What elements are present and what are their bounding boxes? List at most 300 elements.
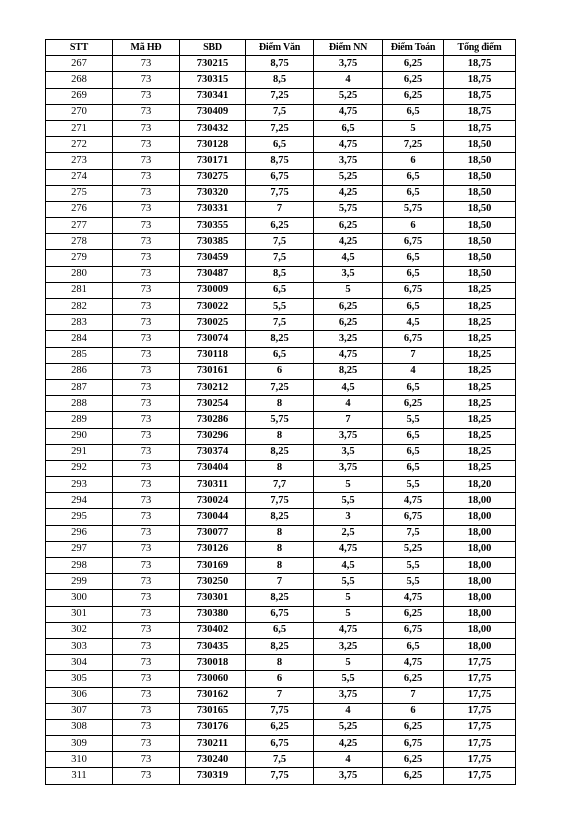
tong-diem-cell: 18,00 — [444, 525, 516, 541]
ma-hd-cell: 73 — [113, 218, 180, 234]
stt-cell: 302 — [46, 622, 113, 638]
diem-toan-cell: 6,75 — [383, 736, 444, 752]
ma-hd-cell: 73 — [113, 428, 180, 444]
stt-cell: 285 — [46, 347, 113, 363]
diem-nn-cell: 4,5 — [314, 250, 383, 266]
ma-hd-cell: 73 — [113, 622, 180, 638]
stt-cell: 292 — [46, 460, 113, 476]
stt-cell: 291 — [46, 444, 113, 460]
sbd-cell: 730275 — [180, 169, 246, 185]
sbd-cell: 730211 — [180, 736, 246, 752]
sbd-cell: 730296 — [180, 428, 246, 444]
tong-diem-cell: 18,50 — [444, 137, 516, 153]
tong-diem-cell: 17,75 — [444, 752, 516, 768]
table-row — [46, 153, 516, 169]
sbd-cell: 730301 — [180, 590, 246, 606]
diem-toan-cell: 5 — [383, 120, 444, 136]
tong-diem-cell: 18,25 — [444, 460, 516, 476]
diem-van-cell: 7,25 — [246, 379, 314, 395]
diem-van-cell: 7,5 — [246, 104, 314, 120]
diem-van-cell: 5,5 — [246, 299, 314, 315]
tong-diem-cell: 17,75 — [444, 671, 516, 687]
sbd-cell: 730250 — [180, 574, 246, 590]
ma-hd-cell: 73 — [113, 185, 180, 201]
sbd-cell: 730409 — [180, 104, 246, 120]
table-row — [46, 687, 516, 703]
diem-nn-cell: 3,25 — [314, 331, 383, 347]
diem-toan-cell: 6,5 — [383, 444, 444, 460]
diem-toan-cell: 6,5 — [383, 104, 444, 120]
ma-hd-cell: 73 — [113, 655, 180, 671]
stt-cell: 293 — [46, 477, 113, 493]
tong-diem-cell: 18,25 — [444, 396, 516, 412]
sbd-cell: 730459 — [180, 250, 246, 266]
sbd-cell: 730254 — [180, 396, 246, 412]
diem-toan-cell: 7,5 — [383, 525, 444, 541]
table-row — [46, 104, 516, 120]
ma-hd-cell: 73 — [113, 347, 180, 363]
ma-hd-cell: 73 — [113, 299, 180, 315]
table-body — [46, 56, 516, 784]
diem-van-cell: 7,5 — [246, 315, 314, 331]
ma-hd-cell: 73 — [113, 752, 180, 768]
diem-van-cell: 8,75 — [246, 56, 314, 72]
diem-nn-cell: 5 — [314, 606, 383, 622]
tong-diem-cell: 18,25 — [444, 282, 516, 298]
diem-nn-cell: 3,5 — [314, 266, 383, 282]
diem-nn-cell: 6,25 — [314, 218, 383, 234]
diem-nn-cell: 3,75 — [314, 687, 383, 703]
diem-nn-cell: 7 — [314, 412, 383, 428]
diem-toan-cell: 5,5 — [383, 574, 444, 590]
stt-cell: 308 — [46, 719, 113, 735]
diem-van-cell: 8,25 — [246, 509, 314, 525]
table-row — [46, 299, 516, 315]
sbd-cell: 730435 — [180, 638, 246, 654]
table-row — [46, 282, 516, 298]
stt-cell: 296 — [46, 525, 113, 541]
stt-cell: 282 — [46, 299, 113, 315]
diem-toan-cell: 6,5 — [383, 428, 444, 444]
table-row — [46, 768, 516, 784]
stt-cell: 271 — [46, 120, 113, 136]
table-row — [46, 477, 516, 493]
tong-diem-cell: 17,75 — [444, 703, 516, 719]
header-stt: STT — [46, 40, 113, 56]
diem-toan-cell: 6,25 — [383, 88, 444, 104]
diem-toan-cell: 6,5 — [383, 250, 444, 266]
diem-toan-cell: 6,5 — [383, 379, 444, 395]
sbd-cell: 730044 — [180, 509, 246, 525]
ma-hd-cell: 73 — [113, 250, 180, 266]
sbd-cell: 730240 — [180, 752, 246, 768]
diem-van-cell: 7,75 — [246, 768, 314, 784]
diem-van-cell: 7,7 — [246, 477, 314, 493]
diem-van-cell: 8 — [246, 428, 314, 444]
table-row — [46, 541, 516, 557]
table-row — [46, 347, 516, 363]
ma-hd-cell: 73 — [113, 56, 180, 72]
table-row — [46, 218, 516, 234]
ma-hd-cell: 73 — [113, 768, 180, 784]
diem-van-cell: 6,25 — [246, 218, 314, 234]
diem-toan-cell: 6,75 — [383, 234, 444, 250]
stt-cell: 310 — [46, 752, 113, 768]
diem-toan-cell: 6,75 — [383, 509, 444, 525]
table-row — [46, 363, 516, 379]
sbd-cell: 730025 — [180, 315, 246, 331]
diem-van-cell: 6,5 — [246, 282, 314, 298]
tong-diem-cell: 18,50 — [444, 169, 516, 185]
table-row — [46, 120, 516, 136]
table-row — [46, 234, 516, 250]
tong-diem-cell: 18,50 — [444, 153, 516, 169]
diem-toan-cell: 6 — [383, 218, 444, 234]
diem-van-cell: 8,25 — [246, 638, 314, 654]
diem-van-cell: 6,25 — [246, 719, 314, 735]
sbd-cell: 730315 — [180, 72, 246, 88]
sbd-cell: 730432 — [180, 120, 246, 136]
tong-diem-cell: 17,75 — [444, 719, 516, 735]
diem-nn-cell: 5,5 — [314, 574, 383, 590]
tong-diem-cell: 18,00 — [444, 558, 516, 574]
diem-nn-cell: 4,25 — [314, 234, 383, 250]
diem-nn-cell: 5,5 — [314, 671, 383, 687]
table-row — [46, 671, 516, 687]
table-row — [46, 638, 516, 654]
diem-toan-cell: 6,25 — [383, 606, 444, 622]
ma-hd-cell: 73 — [113, 460, 180, 476]
diem-van-cell: 7,75 — [246, 703, 314, 719]
sbd-cell: 730385 — [180, 234, 246, 250]
stt-cell: 279 — [46, 250, 113, 266]
table-row — [46, 460, 516, 476]
tong-diem-cell: 18,75 — [444, 104, 516, 120]
ma-hd-cell: 73 — [113, 558, 180, 574]
diem-van-cell: 6,5 — [246, 347, 314, 363]
diem-toan-cell: 6,25 — [383, 752, 444, 768]
diem-nn-cell: 3,25 — [314, 638, 383, 654]
diem-nn-cell: 3,75 — [314, 460, 383, 476]
diem-van-cell: 6,5 — [246, 622, 314, 638]
sbd-cell: 730341 — [180, 88, 246, 104]
diem-nn-cell: 5,25 — [314, 169, 383, 185]
table-row — [46, 201, 516, 217]
stt-cell: 295 — [46, 509, 113, 525]
diem-toan-cell: 4,75 — [383, 655, 444, 671]
diem-toan-cell: 6,75 — [383, 622, 444, 638]
diem-van-cell: 8,5 — [246, 266, 314, 282]
tong-diem-cell: 18,50 — [444, 250, 516, 266]
diem-van-cell: 8,25 — [246, 444, 314, 460]
diem-van-cell: 6,75 — [246, 736, 314, 752]
diem-van-cell: 7,75 — [246, 185, 314, 201]
diem-nn-cell: 3,75 — [314, 56, 383, 72]
table-row — [46, 736, 516, 752]
diem-van-cell: 6 — [246, 671, 314, 687]
stt-cell: 297 — [46, 541, 113, 557]
diem-van-cell: 7,25 — [246, 88, 314, 104]
diem-toan-cell: 6,5 — [383, 299, 444, 315]
table-row — [46, 558, 516, 574]
diem-van-cell: 6,5 — [246, 137, 314, 153]
header-diem-toan: Điểm Toán — [383, 40, 444, 56]
table-row — [46, 590, 516, 606]
ma-hd-cell: 73 — [113, 525, 180, 541]
stt-cell: 294 — [46, 493, 113, 509]
table-row — [46, 606, 516, 622]
sbd-cell: 730355 — [180, 218, 246, 234]
diem-toan-cell: 6,25 — [383, 396, 444, 412]
sbd-cell: 730331 — [180, 201, 246, 217]
tong-diem-cell: 18,25 — [444, 444, 516, 460]
table-row — [46, 169, 516, 185]
tong-diem-cell: 17,75 — [444, 768, 516, 784]
tong-diem-cell: 18,75 — [444, 56, 516, 72]
diem-toan-cell: 4,75 — [383, 590, 444, 606]
table-row — [46, 703, 516, 719]
table-row — [46, 525, 516, 541]
tong-diem-cell: 18,00 — [444, 638, 516, 654]
diem-van-cell: 7 — [246, 574, 314, 590]
sbd-cell: 730077 — [180, 525, 246, 541]
tong-diem-cell: 17,75 — [444, 687, 516, 703]
diem-nn-cell: 6,25 — [314, 315, 383, 331]
tong-diem-cell: 18,00 — [444, 574, 516, 590]
table-row — [46, 428, 516, 444]
ma-hd-cell: 73 — [113, 331, 180, 347]
table-row — [46, 88, 516, 104]
table-row — [46, 56, 516, 72]
sbd-cell: 730074 — [180, 331, 246, 347]
stt-cell: 284 — [46, 331, 113, 347]
diem-nn-cell: 4,75 — [314, 541, 383, 557]
diem-toan-cell: 7,25 — [383, 137, 444, 153]
ma-hd-cell: 73 — [113, 541, 180, 557]
ma-hd-cell: 73 — [113, 671, 180, 687]
diem-nn-cell: 5 — [314, 477, 383, 493]
diem-toan-cell: 6,75 — [383, 282, 444, 298]
tong-diem-cell: 18,20 — [444, 477, 516, 493]
diem-nn-cell: 4,25 — [314, 185, 383, 201]
stt-cell: 277 — [46, 218, 113, 234]
diem-toan-cell: 6,5 — [383, 638, 444, 654]
ma-hd-cell: 73 — [113, 137, 180, 153]
table-row — [46, 444, 516, 460]
diem-van-cell: 7,5 — [246, 752, 314, 768]
diem-toan-cell: 7 — [383, 347, 444, 363]
ma-hd-cell: 73 — [113, 477, 180, 493]
table-row — [46, 137, 516, 153]
diem-nn-cell: 4,75 — [314, 622, 383, 638]
tong-diem-cell: 18,00 — [444, 590, 516, 606]
table-row — [46, 315, 516, 331]
diem-van-cell: 8,75 — [246, 153, 314, 169]
sbd-cell: 730286 — [180, 412, 246, 428]
diem-nn-cell: 6,25 — [314, 299, 383, 315]
stt-cell: 290 — [46, 428, 113, 444]
sbd-cell: 730161 — [180, 363, 246, 379]
table-row — [46, 493, 516, 509]
table-row — [46, 574, 516, 590]
diem-toan-cell: 5,5 — [383, 558, 444, 574]
diem-nn-cell: 4 — [314, 72, 383, 88]
stt-cell: 307 — [46, 703, 113, 719]
tong-diem-cell: 18,25 — [444, 363, 516, 379]
stt-cell: 276 — [46, 201, 113, 217]
tong-diem-cell: 18,00 — [444, 493, 516, 509]
table-header — [46, 40, 516, 56]
diem-nn-cell: 5,25 — [314, 719, 383, 735]
ma-hd-cell: 73 — [113, 379, 180, 395]
scores-table — [45, 39, 516, 785]
tong-diem-cell: 18,25 — [444, 315, 516, 331]
sbd-cell: 730320 — [180, 185, 246, 201]
tong-diem-cell: 18,25 — [444, 331, 516, 347]
diem-toan-cell: 5,25 — [383, 541, 444, 557]
table-row — [46, 655, 516, 671]
stt-cell: 272 — [46, 137, 113, 153]
diem-nn-cell: 5,5 — [314, 493, 383, 509]
table-row — [46, 331, 516, 347]
stt-cell: 278 — [46, 234, 113, 250]
header-sbd: SBD — [180, 40, 246, 56]
ma-hd-cell: 73 — [113, 72, 180, 88]
diem-toan-cell: 6,25 — [383, 56, 444, 72]
tong-diem-cell: 17,75 — [444, 655, 516, 671]
sbd-cell: 730487 — [180, 266, 246, 282]
diem-toan-cell: 6,25 — [383, 768, 444, 784]
table-row — [46, 185, 516, 201]
header-diem-nn: Điểm NN — [314, 40, 383, 56]
diem-nn-cell: 3,75 — [314, 768, 383, 784]
diem-van-cell: 6,75 — [246, 169, 314, 185]
diem-toan-cell: 6 — [383, 703, 444, 719]
diem-nn-cell: 4 — [314, 703, 383, 719]
diem-toan-cell: 6 — [383, 153, 444, 169]
sbd-cell: 730215 — [180, 56, 246, 72]
diem-toan-cell: 6,75 — [383, 331, 444, 347]
stt-cell: 269 — [46, 88, 113, 104]
diem-nn-cell: 3,75 — [314, 428, 383, 444]
diem-nn-cell: 5 — [314, 655, 383, 671]
stt-cell: 299 — [46, 574, 113, 590]
ma-hd-cell: 73 — [113, 234, 180, 250]
diem-van-cell: 6,75 — [246, 606, 314, 622]
sbd-cell: 730165 — [180, 703, 246, 719]
ma-hd-cell: 73 — [113, 201, 180, 217]
header-row — [46, 40, 516, 56]
tong-diem-cell: 18,00 — [444, 509, 516, 525]
diem-toan-cell: 6,5 — [383, 266, 444, 282]
ma-hd-cell: 73 — [113, 509, 180, 525]
diem-nn-cell: 2,5 — [314, 525, 383, 541]
ma-hd-cell: 73 — [113, 169, 180, 185]
tong-diem-cell: 18,00 — [444, 541, 516, 557]
sbd-cell: 730319 — [180, 768, 246, 784]
stt-cell: 280 — [46, 266, 113, 282]
ma-hd-cell: 73 — [113, 574, 180, 590]
tong-diem-cell: 18,75 — [444, 72, 516, 88]
diem-toan-cell: 5,5 — [383, 412, 444, 428]
table-row — [46, 250, 516, 266]
stt-cell: 301 — [46, 606, 113, 622]
diem-toan-cell: 6,25 — [383, 719, 444, 735]
sbd-cell: 730212 — [180, 379, 246, 395]
ma-hd-cell: 73 — [113, 266, 180, 282]
stt-cell: 283 — [46, 315, 113, 331]
header-diem-van: Điểm Văn — [246, 40, 314, 56]
stt-cell: 275 — [46, 185, 113, 201]
ma-hd-cell: 73 — [113, 606, 180, 622]
sbd-cell: 730060 — [180, 671, 246, 687]
stt-cell: 270 — [46, 104, 113, 120]
stt-cell: 281 — [46, 282, 113, 298]
tong-diem-cell: 18,50 — [444, 218, 516, 234]
diem-toan-cell: 6,5 — [383, 169, 444, 185]
ma-hd-cell: 73 — [113, 687, 180, 703]
diem-nn-cell: 4,75 — [314, 104, 383, 120]
table-row — [46, 752, 516, 768]
diem-toan-cell: 6,25 — [383, 72, 444, 88]
tong-diem-cell: 17,75 — [444, 736, 516, 752]
diem-nn-cell: 8,25 — [314, 363, 383, 379]
table-row — [46, 266, 516, 282]
diem-van-cell: 5,75 — [246, 412, 314, 428]
table-row — [46, 719, 516, 735]
ma-hd-cell: 73 — [113, 153, 180, 169]
sbd-cell: 730118 — [180, 347, 246, 363]
sbd-cell: 730402 — [180, 622, 246, 638]
diem-nn-cell: 5 — [314, 282, 383, 298]
diem-van-cell: 7,75 — [246, 493, 314, 509]
ma-hd-cell: 73 — [113, 444, 180, 460]
sbd-cell: 730169 — [180, 558, 246, 574]
stt-cell: 288 — [46, 396, 113, 412]
sbd-cell: 730126 — [180, 541, 246, 557]
header-tong-diem: Tổng điểm — [444, 40, 516, 56]
diem-toan-cell: 6,5 — [383, 460, 444, 476]
sbd-cell: 730024 — [180, 493, 246, 509]
diem-nn-cell: 4,5 — [314, 379, 383, 395]
diem-van-cell: 7 — [246, 201, 314, 217]
diem-nn-cell: 4 — [314, 396, 383, 412]
sbd-cell: 730374 — [180, 444, 246, 460]
table-row — [46, 509, 516, 525]
diem-van-cell: 8 — [246, 525, 314, 541]
diem-toan-cell: 5,5 — [383, 477, 444, 493]
ma-hd-cell: 73 — [113, 736, 180, 752]
sbd-cell: 730176 — [180, 719, 246, 735]
stt-cell: 289 — [46, 412, 113, 428]
ma-hd-cell: 73 — [113, 104, 180, 120]
stt-cell: 303 — [46, 638, 113, 654]
diem-van-cell: 7,5 — [246, 250, 314, 266]
diem-van-cell: 8,5 — [246, 72, 314, 88]
sbd-cell: 730009 — [180, 282, 246, 298]
diem-toan-cell: 4 — [383, 363, 444, 379]
diem-nn-cell: 5,75 — [314, 201, 383, 217]
diem-toan-cell: 4,75 — [383, 493, 444, 509]
stt-cell: 306 — [46, 687, 113, 703]
diem-van-cell: 8 — [246, 541, 314, 557]
diem-toan-cell: 6,5 — [383, 185, 444, 201]
diem-toan-cell: 5,75 — [383, 201, 444, 217]
diem-nn-cell: 3 — [314, 509, 383, 525]
tong-diem-cell: 18,50 — [444, 185, 516, 201]
stt-cell: 268 — [46, 72, 113, 88]
diem-van-cell: 8,25 — [246, 590, 314, 606]
